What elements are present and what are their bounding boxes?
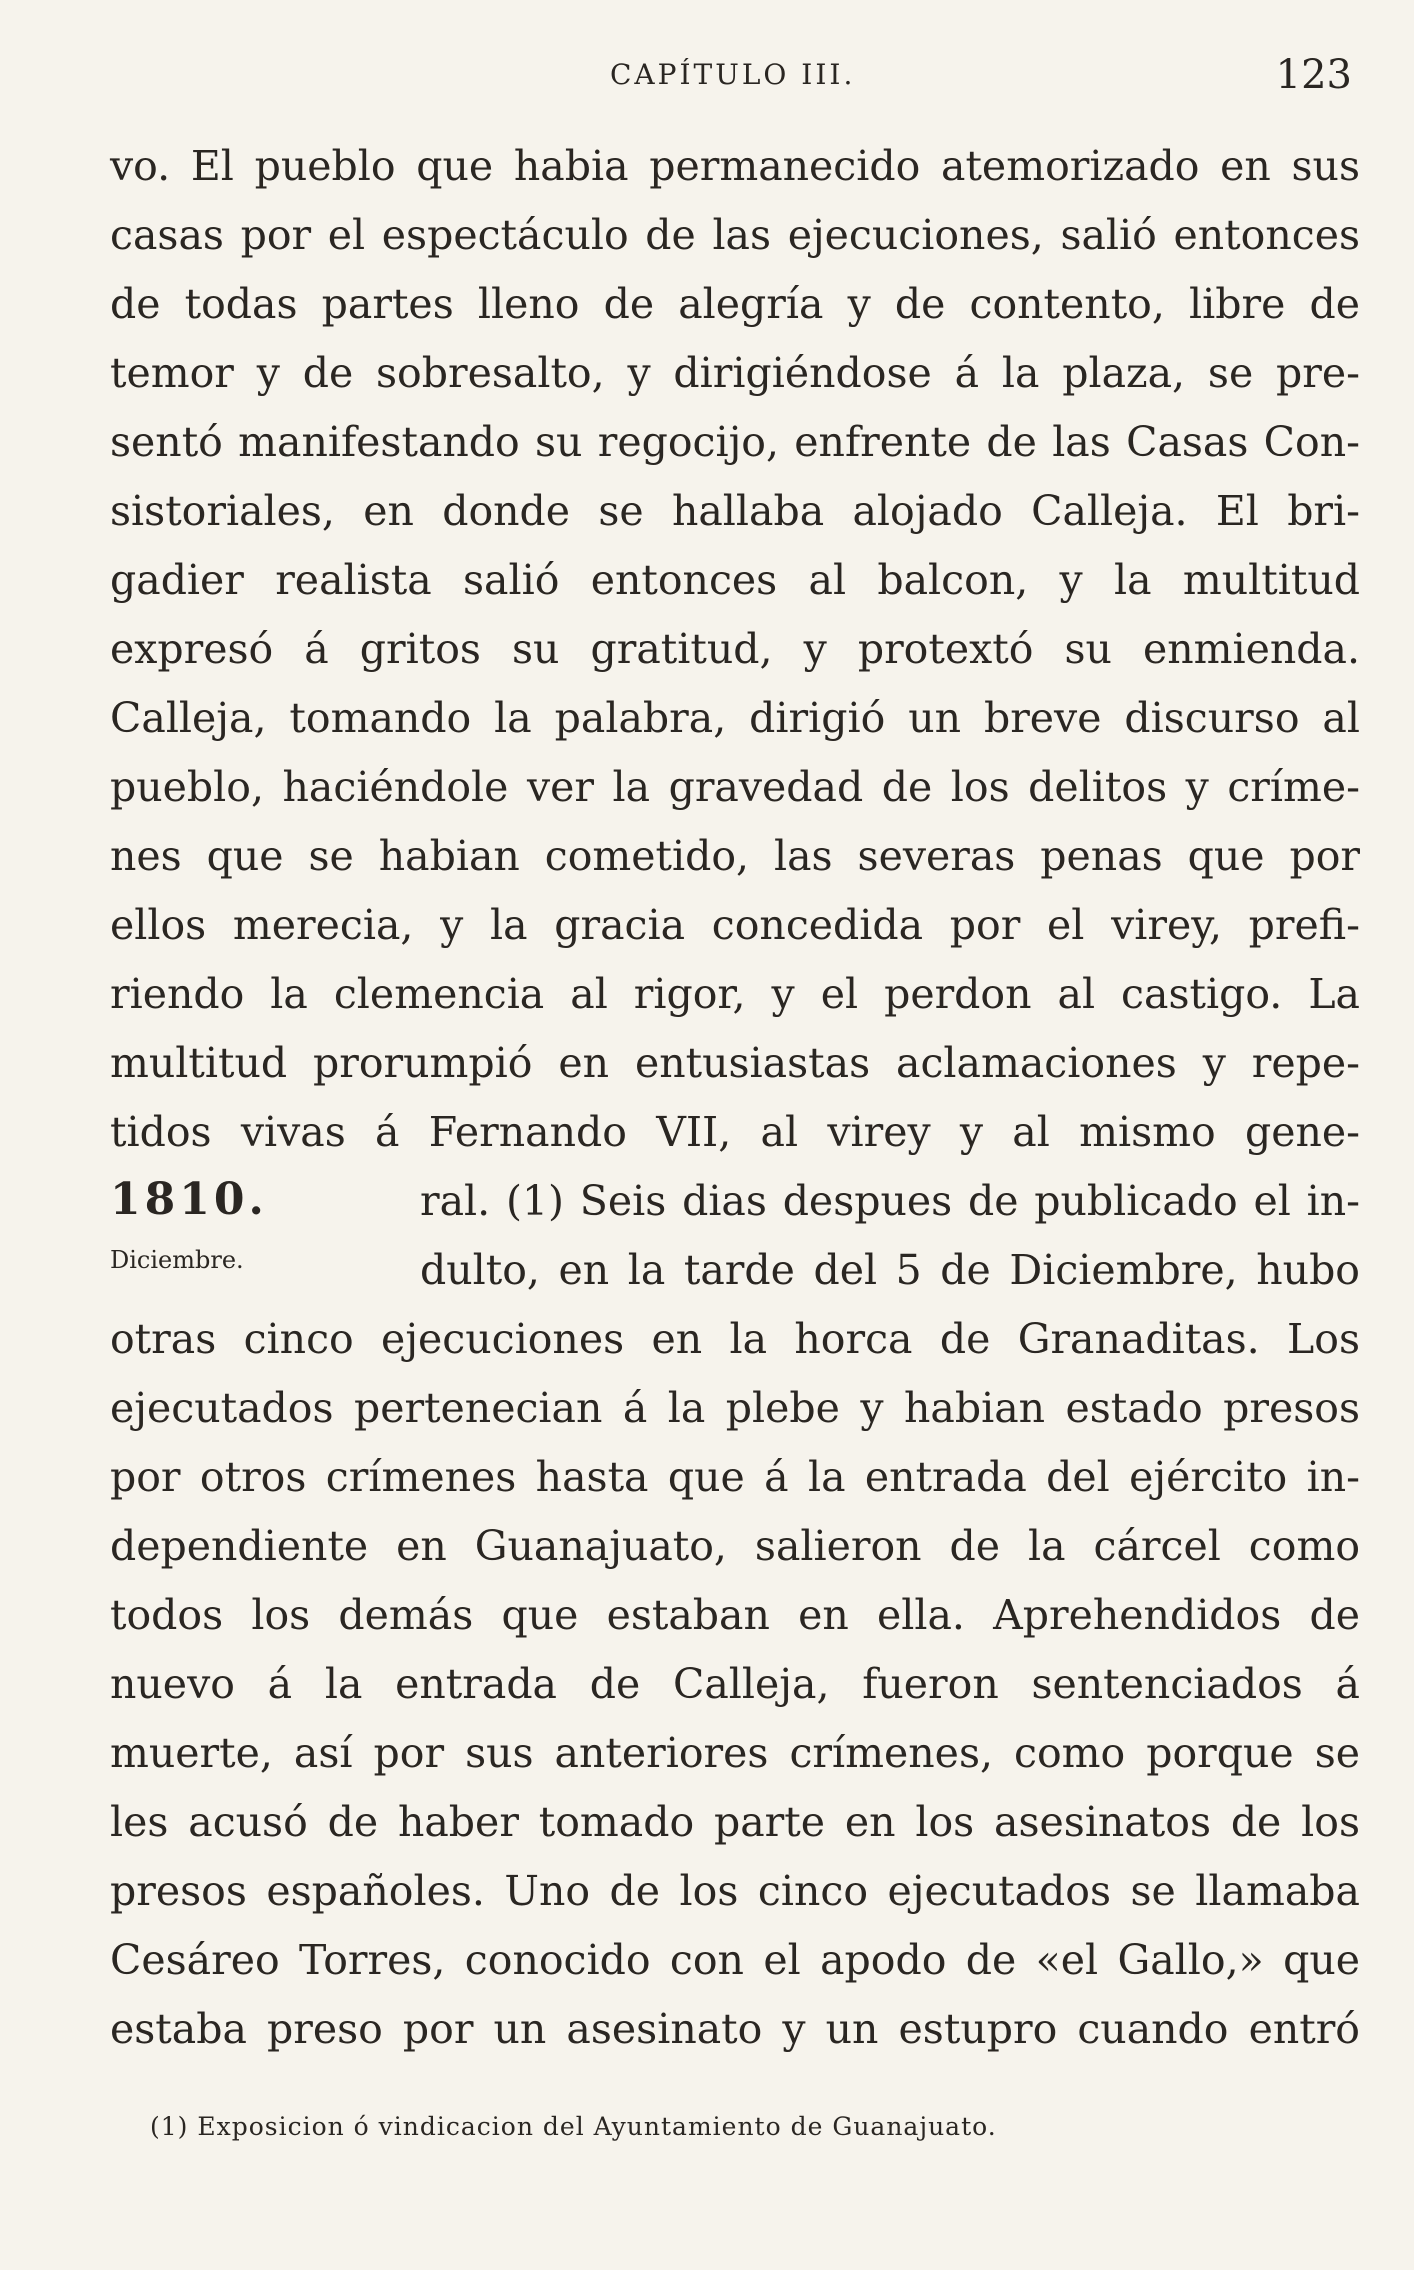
text-line: pueblo, haciéndole ver la gravedad de los delitos y críme-: [110, 763, 1360, 811]
text-line: por otros crímenes hasta que á la entrada del ejército in-: [110, 1453, 1360, 1501]
running-head: CAPÍTULO III.: [610, 58, 856, 91]
text-line: ellos merecia, y la gracia concedida por el virey, prefi-: [110, 901, 1360, 949]
text-line: riendo la clemencia al rigor, y el perdon al castigo. La: [110, 970, 1360, 1018]
text-line: presos españoles. Uno de los cinco ejecutados se llamaba: [110, 1867, 1360, 1915]
text-line: todos los demás que estaban en ella. Aprehendidos de: [110, 1591, 1360, 1639]
text-line: estaba preso por un asesinato y un estupro cuando entró: [110, 2005, 1360, 2053]
text-line: nuevo á la entrada de Calleja, fueron sentenciados á: [110, 1660, 1360, 1708]
text-line: Calleja, tomando la palabra, dirigió un breve discurso al: [110, 694, 1360, 742]
margin-note-month: Diciembre.: [110, 1246, 244, 1274]
text-line: Cesáreo Torres, conocido con el apodo de «el Gallo,» que: [110, 1936, 1360, 1984]
text-line: temor y de sobresalto, y dirigiéndose á la plaza, se pre-: [110, 349, 1360, 397]
text-line: otras cinco ejecuciones en la horca de Granaditas. Los: [110, 1315, 1360, 1363]
text-line: sentó manifestando su regocijo, enfrente de las Casas Con-: [110, 418, 1360, 466]
text-line: ejecutados pertenecian á la plebe y habian estado presos: [110, 1384, 1360, 1432]
text-line: dependiente en Guanajuato, salieron de la cárcel como: [110, 1522, 1360, 1570]
margin-note-year: 1810.: [110, 1174, 268, 1225]
text-line: sistoriales, en donde se hallaba alojado Calleja. El bri-: [110, 487, 1360, 535]
text-line: casas por el espectáculo de las ejecuciones, salió entonces: [110, 211, 1360, 259]
text-line: dulto, en la tarde del 5 de Diciembre, hubo: [420, 1246, 1360, 1294]
text-line: multitud prorumpió en entusiastas aclamaciones y repe-: [110, 1039, 1360, 1087]
text-line: les acusó de haber tomado parte en los asesinatos de los: [110, 1798, 1360, 1846]
text-line: ral. (1) Seis dias despues de publicado el in-: [420, 1177, 1360, 1225]
text-line: expresó á gritos su gratitud, y protextó su enmienda.: [110, 625, 1360, 673]
text-line: de todas partes lleno de alegría y de contento, libre de: [110, 280, 1360, 328]
text-line: muerte, así por sus anteriores crímenes, como porque se: [110, 1729, 1360, 1777]
page-number: 123: [1275, 52, 1352, 98]
text-line: gadier realista salió entonces al balcon, y la multitud: [110, 556, 1360, 604]
text-line: tidos vivas á Fernando VII, al virey y al mismo gene-: [110, 1108, 1360, 1156]
text-line: vo. El pueblo que habia permanecido atemorizado en sus: [110, 142, 1360, 190]
footnote: (1) Exposicion ó vindicacion del Ayuntamiento de Guanajuato.: [150, 2112, 997, 2141]
text-line: nes que se habian cometido, las severas penas que por: [110, 832, 1360, 880]
body-text: [110, 132, 1360, 2064]
